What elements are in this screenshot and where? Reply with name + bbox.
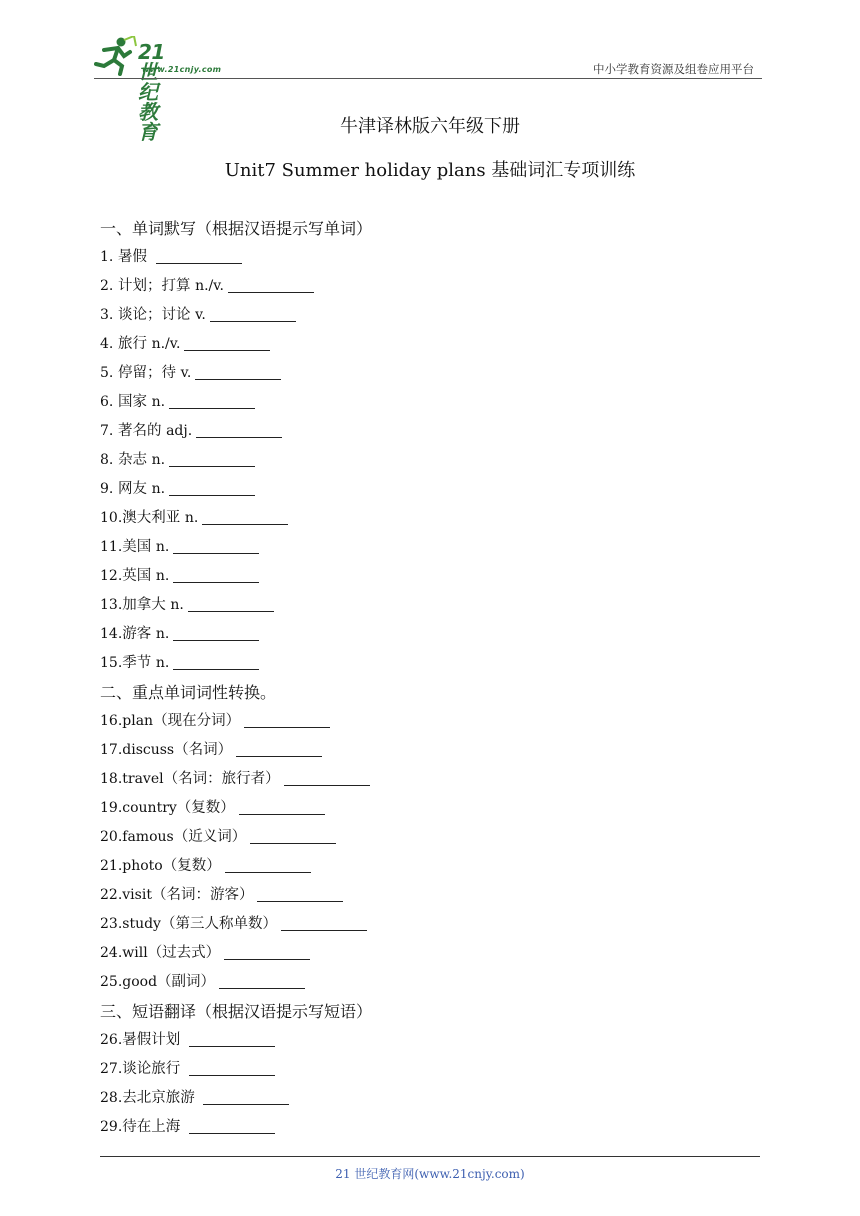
answer-blank[interactable] [228, 276, 314, 293]
logo-text: 21世纪教育 [138, 40, 165, 144]
list-item: 24.will（过去式） [100, 939, 760, 968]
list-item: 23.study（第三人称单数） [100, 910, 760, 939]
answer-blank[interactable] [173, 537, 259, 554]
footer-divider [100, 1156, 760, 1157]
footer-text: 21 世纪教育网(www.21cnjy.com) [335, 1167, 525, 1181]
list-item: 18.travel（名词：旅行者） [100, 765, 760, 794]
list-item: 8. 杂志 n. [100, 446, 760, 475]
answer-blank[interactable] [257, 885, 343, 902]
list-item: 20.famous（近义词） [100, 823, 760, 852]
answer-blank[interactable] [202, 508, 288, 525]
answer-blank[interactable] [210, 305, 296, 322]
logo-url: www.21cnjy.com [142, 65, 222, 74]
list-item: 16.plan（现在分词） [100, 707, 760, 736]
exercise-body [100, 214, 760, 1142]
section-heading: 三、短语翻译（根据汉语提示写短语） [100, 1002, 373, 1021]
list-item: 14.游客 n. [100, 620, 760, 649]
header-divider [94, 78, 762, 79]
answer-blank[interactable] [189, 1059, 275, 1076]
answer-blank[interactable] [169, 479, 255, 496]
answer-blank[interactable] [239, 798, 325, 815]
section-heading: 一、单词默写（根据汉语提示写单词） [100, 219, 373, 238]
answer-blank[interactable] [169, 392, 255, 409]
answer-blank[interactable] [184, 334, 270, 351]
answer-blank[interactable] [203, 1088, 289, 1105]
answer-blank[interactable] [195, 363, 281, 380]
list-item: 1. 暑假 [100, 243, 760, 272]
runner-logo-icon [94, 36, 138, 76]
answer-blank[interactable] [225, 856, 311, 873]
section-heading: 二、重点单词词性转换。 [100, 683, 277, 702]
answer-blank[interactable] [189, 1117, 275, 1134]
list-item: 22.visit（名词：游客） [100, 881, 760, 910]
answer-blank[interactable] [244, 711, 330, 728]
list-item: 7. 著名的 adj. [100, 417, 760, 446]
list-item: 4. 旅行 n./v. [100, 330, 760, 359]
answer-blank[interactable] [281, 914, 367, 931]
list-item: 15.季节 n. [100, 649, 760, 678]
list-item: 10.澳大利亚 n. [100, 504, 760, 533]
answer-blank[interactable] [236, 740, 322, 757]
answer-blank[interactable] [224, 943, 310, 960]
page-title: 牛津译林版六年级下册 [340, 116, 520, 137]
platform-name: 中小学教育资源及组卷应用平台 [593, 62, 754, 76]
list-item: 3. 谈论；讨论 v. [100, 301, 760, 330]
list-item: 29.待在上海 [100, 1113, 760, 1142]
list-item: 11.美国 n. [100, 533, 760, 562]
list-item: 26.暑假计划 [100, 1026, 760, 1055]
answer-blank[interactable] [188, 595, 274, 612]
list-item: 2. 计划；打算 n./v. [100, 272, 760, 301]
list-item: 5. 停留；待 v. [100, 359, 760, 388]
list-item: 13.加拿大 n. [100, 591, 760, 620]
answer-blank[interactable] [169, 450, 255, 467]
list-item: 27.谈论旅行 [100, 1055, 760, 1084]
list-item: 25.good（副词） [100, 968, 760, 997]
answer-blank[interactable] [284, 769, 370, 786]
list-item: 6. 国家 n. [100, 388, 760, 417]
list-item: 9. 网友 n. [100, 475, 760, 504]
list-item: 17.discuss（名词） [100, 736, 760, 765]
answer-blank[interactable] [173, 566, 259, 583]
page-subtitle: Unit7 Summer holiday plans 基础词汇专项训练 [224, 160, 636, 181]
list-item: 28.去北京旅游 [100, 1084, 760, 1113]
answer-blank[interactable] [156, 247, 242, 264]
answer-blank[interactable] [196, 421, 282, 438]
list-item: 21.photo（复数） [100, 852, 760, 881]
answer-blank[interactable] [250, 827, 336, 844]
answer-blank[interactable] [173, 624, 259, 641]
list-item: 12.英国 n. [100, 562, 760, 591]
answer-blank[interactable] [219, 972, 305, 989]
answer-blank[interactable] [189, 1030, 275, 1047]
answer-blank[interactable] [173, 653, 259, 670]
list-item: 19.country（复数） [100, 794, 760, 823]
logo [94, 36, 222, 144]
